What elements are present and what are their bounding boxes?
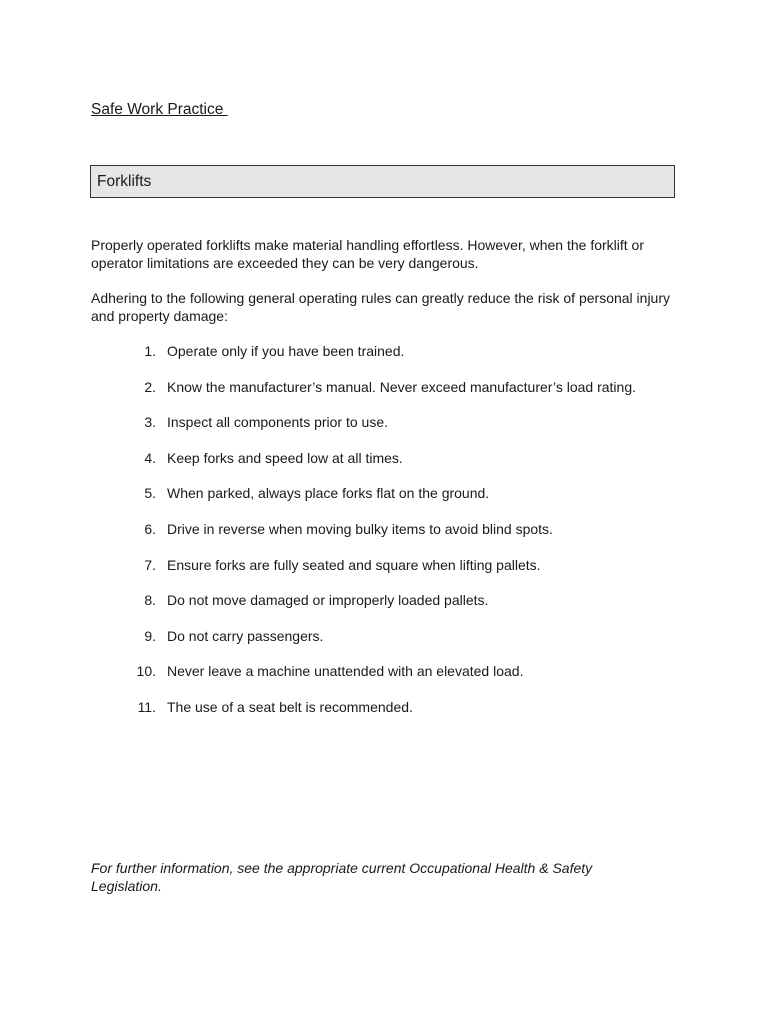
list-item-text: Drive in reverse when moving bulky items to avoid blind spots. <box>167 520 553 537</box>
section-heading: Forklifts <box>97 172 152 190</box>
list-item <box>0 449 768 485</box>
list-item-text: Operate only if you have been trained. <box>167 343 405 359</box>
list-item <box>0 627 768 663</box>
list-item <box>0 662 768 698</box>
document-title: Safe Work Practice <box>91 101 228 118</box>
list-item <box>0 556 768 592</box>
list-item-text: Do not carry passengers. <box>167 627 324 644</box>
list-item-text: Inspect all components prior to use. <box>167 414 389 431</box>
list-item <box>0 591 768 627</box>
list-item-number: 11. <box>137 698 156 715</box>
intro-paragraph: Properly operated forklifts make material handling effortless. However, when the forklift or operator limitations are exceeded they can be very dangerous. <box>91 237 644 271</box>
list-item <box>0 520 768 556</box>
operating-rules-list <box>0 342 768 734</box>
list-item-number: 2. <box>144 378 156 395</box>
list-item <box>0 342 768 378</box>
list-item-text: The use of a seat belt is recommended. <box>167 698 413 715</box>
list-item <box>0 484 768 520</box>
list-item-number: 5. <box>144 485 156 502</box>
list-item-text: Know the manufacturer’s manual. Never exceed manufacturer’s load rating. <box>167 378 636 395</box>
rules-intro-paragraph: Adhering to the following general operating rules can greatly reduce the risk of personal injury and property damage: <box>91 290 671 324</box>
list-item-number: 8. <box>144 592 156 609</box>
footer-note: For further information, see the appropriate current Occupational Health & Safety Legislation. <box>91 860 593 894</box>
list-item-number: 1. <box>144 343 156 359</box>
list-item-number: 4. <box>144 449 156 466</box>
list-item-text: Keep forks and speed low at all times. <box>167 449 403 466</box>
section-heading-box <box>90 165 675 198</box>
list-item <box>0 698 768 734</box>
list-item <box>0 378 768 414</box>
list-item-number: 6. <box>144 520 156 537</box>
list-item-number: 7. <box>144 556 156 573</box>
list-item-number: 10. <box>136 663 156 680</box>
list-item-text: Never leave a machine unattended with an elevated load. <box>167 663 524 680</box>
list-item-text: Do not move damaged or improperly loaded pallets. <box>167 592 489 609</box>
list-item <box>0 413 768 449</box>
list-item-number: 9. <box>144 627 156 644</box>
list-item-text: When parked, always place forks flat on the ground. <box>167 485 490 502</box>
list-item-number: 3. <box>144 414 156 431</box>
list-item-text: Ensure forks are fully seated and square when lifting pallets. <box>167 556 541 573</box>
